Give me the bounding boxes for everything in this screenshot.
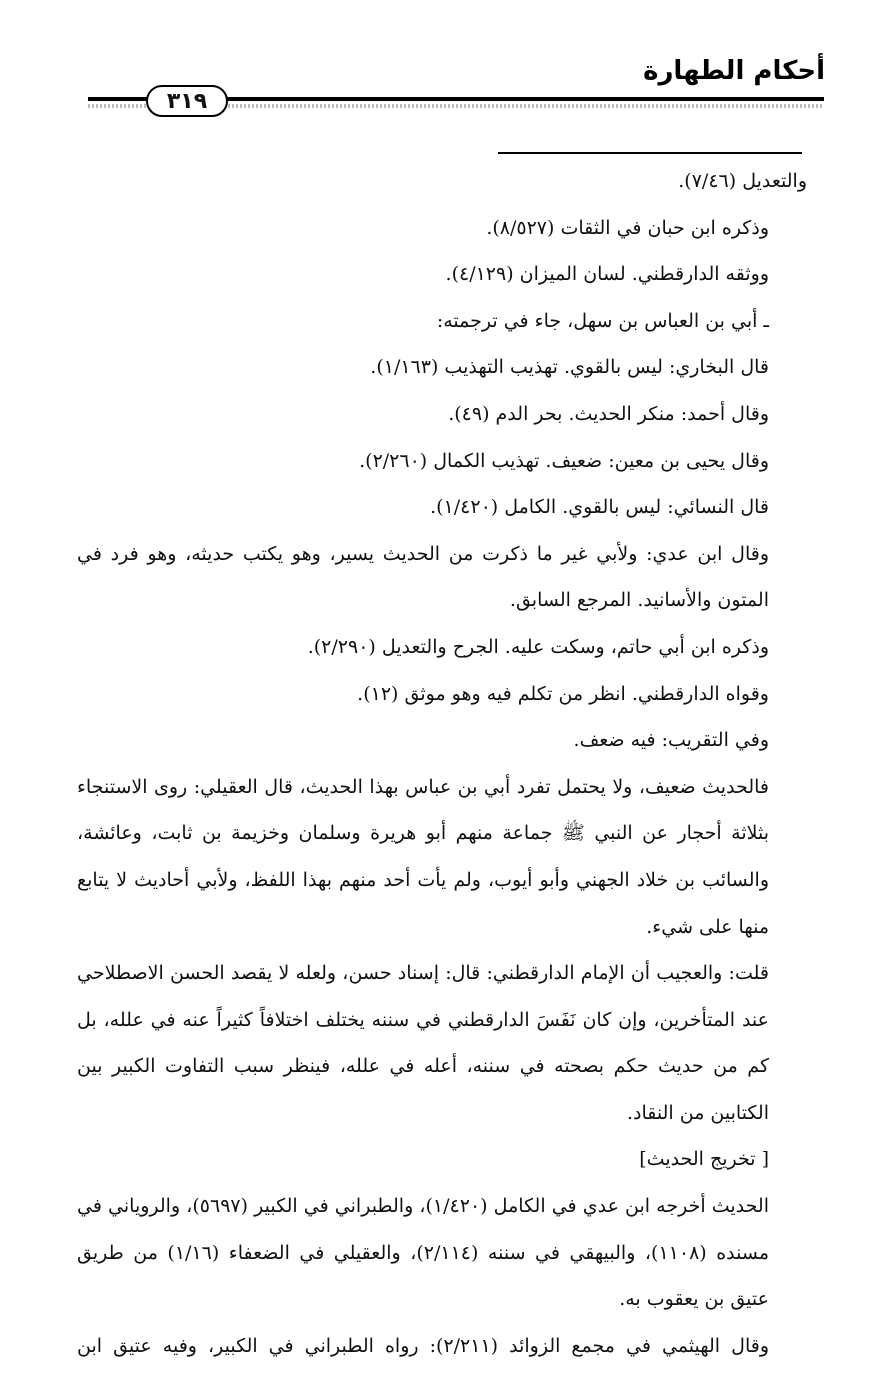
page-body [77,158,807,1369]
paragraph: قال البخاري: ليس بالقوي. تهذيب التهذيب (١/١٦٣). [370,356,769,379]
paragraph: وقواه الدارقطني. انظر من تكلم فيه وهو موثق (١٢). [357,682,769,705]
paragraph: الحديث أخرجه ابن عدي في الكامل (١/٤٢٠)، والطبراني في الكبير (٥٦٩٧)، والروياني في مسنده (١١٠٨)، والبيهقي في سننه (٢/١١٤)، والعقيلي في الضعفاء (١/١٦) من طريق عتيق بن يعقوب به. [77,1195,770,1311]
paragraph: وقال الهيثمي في مجمع الزوائد (٢/٢١١): رواه الطبراني في الكبير، وفيه عتيق ابن [77,1334,769,1357]
paragraph: قلت: والعجيب أن الإمام الدارقطني: قال: إسناد حسن، ولعله لا يقصد الحسن الاصطلاحي عند المتأخرين، وإن كان نَفَسَ الدارقطني في سننه يختلف اختلافاً كثيراً عنه في علله، بل كم من حديث حكم بصحته في سننه، أعله في علله، فينظر سبب التفاوت الكبير بين الكتابين من النقاد. [77,962,769,1124]
paragraph: وذكره ابن حبان في الثقات (٨/٥٢٧). [486,216,769,239]
paragraph: ـ أبي بن العباس بن سهل، جاء في ترجمته: [436,309,769,332]
paragraph: وقال أحمد: منكر الحديث. بحر الدم (٤٩). [448,402,769,425]
running-title: أحكام الطهارة [643,56,825,86]
footnote-separator [498,152,802,154]
page-number: ٣١٩ [146,85,228,117]
paragraph: والتعديل (٧/٤٦). [678,170,807,192]
paragraph: فالحديث ضعيف، ولا يحتمل تفرد أبي بن عباس بهذا الحديث، قال العقيلي: روى الاستنجاء بثلاثة أحجار عن النبي ﷺ جماعة منهم أبو هريرة وسلمان وخزيمة بن ثابت، وعائشة، والسائب بن خلاد الجهني وأبو أيوب، ولم يأت أحد منهم بهذا اللفظ، ولأبي أحاديث لا يتابع منها على شيء. [77,775,769,938]
paragraph: وفي التقريب: فيه ضعف. [573,729,769,752]
paragraph: وقال ابن عدي: ولأبي غير ما ذكرت من الحديث يسير، وهو يكتب حديثه، وهو فرد في المتون والأسانيد. المرجع السابق. [77,542,769,612]
paragraph: وذكره ابن أبي حاتم، وسكت عليه. الجرح والتعديل (٢/٢٩٠). [307,635,769,658]
paragraph: وقال يحيى بن معين: ضعيف. تهذيب الكمال (٢/٢٦٠). [359,449,769,472]
section-heading: [ تخريج الحديث] [639,1148,769,1171]
paragraph: قال النسائي: ليس بالقوي. الكامل (١/٤٢٠). [430,496,769,519]
paragraph: ووثقه الدارقطني. لسان الميزان (٤/١٢٩). [445,263,769,286]
